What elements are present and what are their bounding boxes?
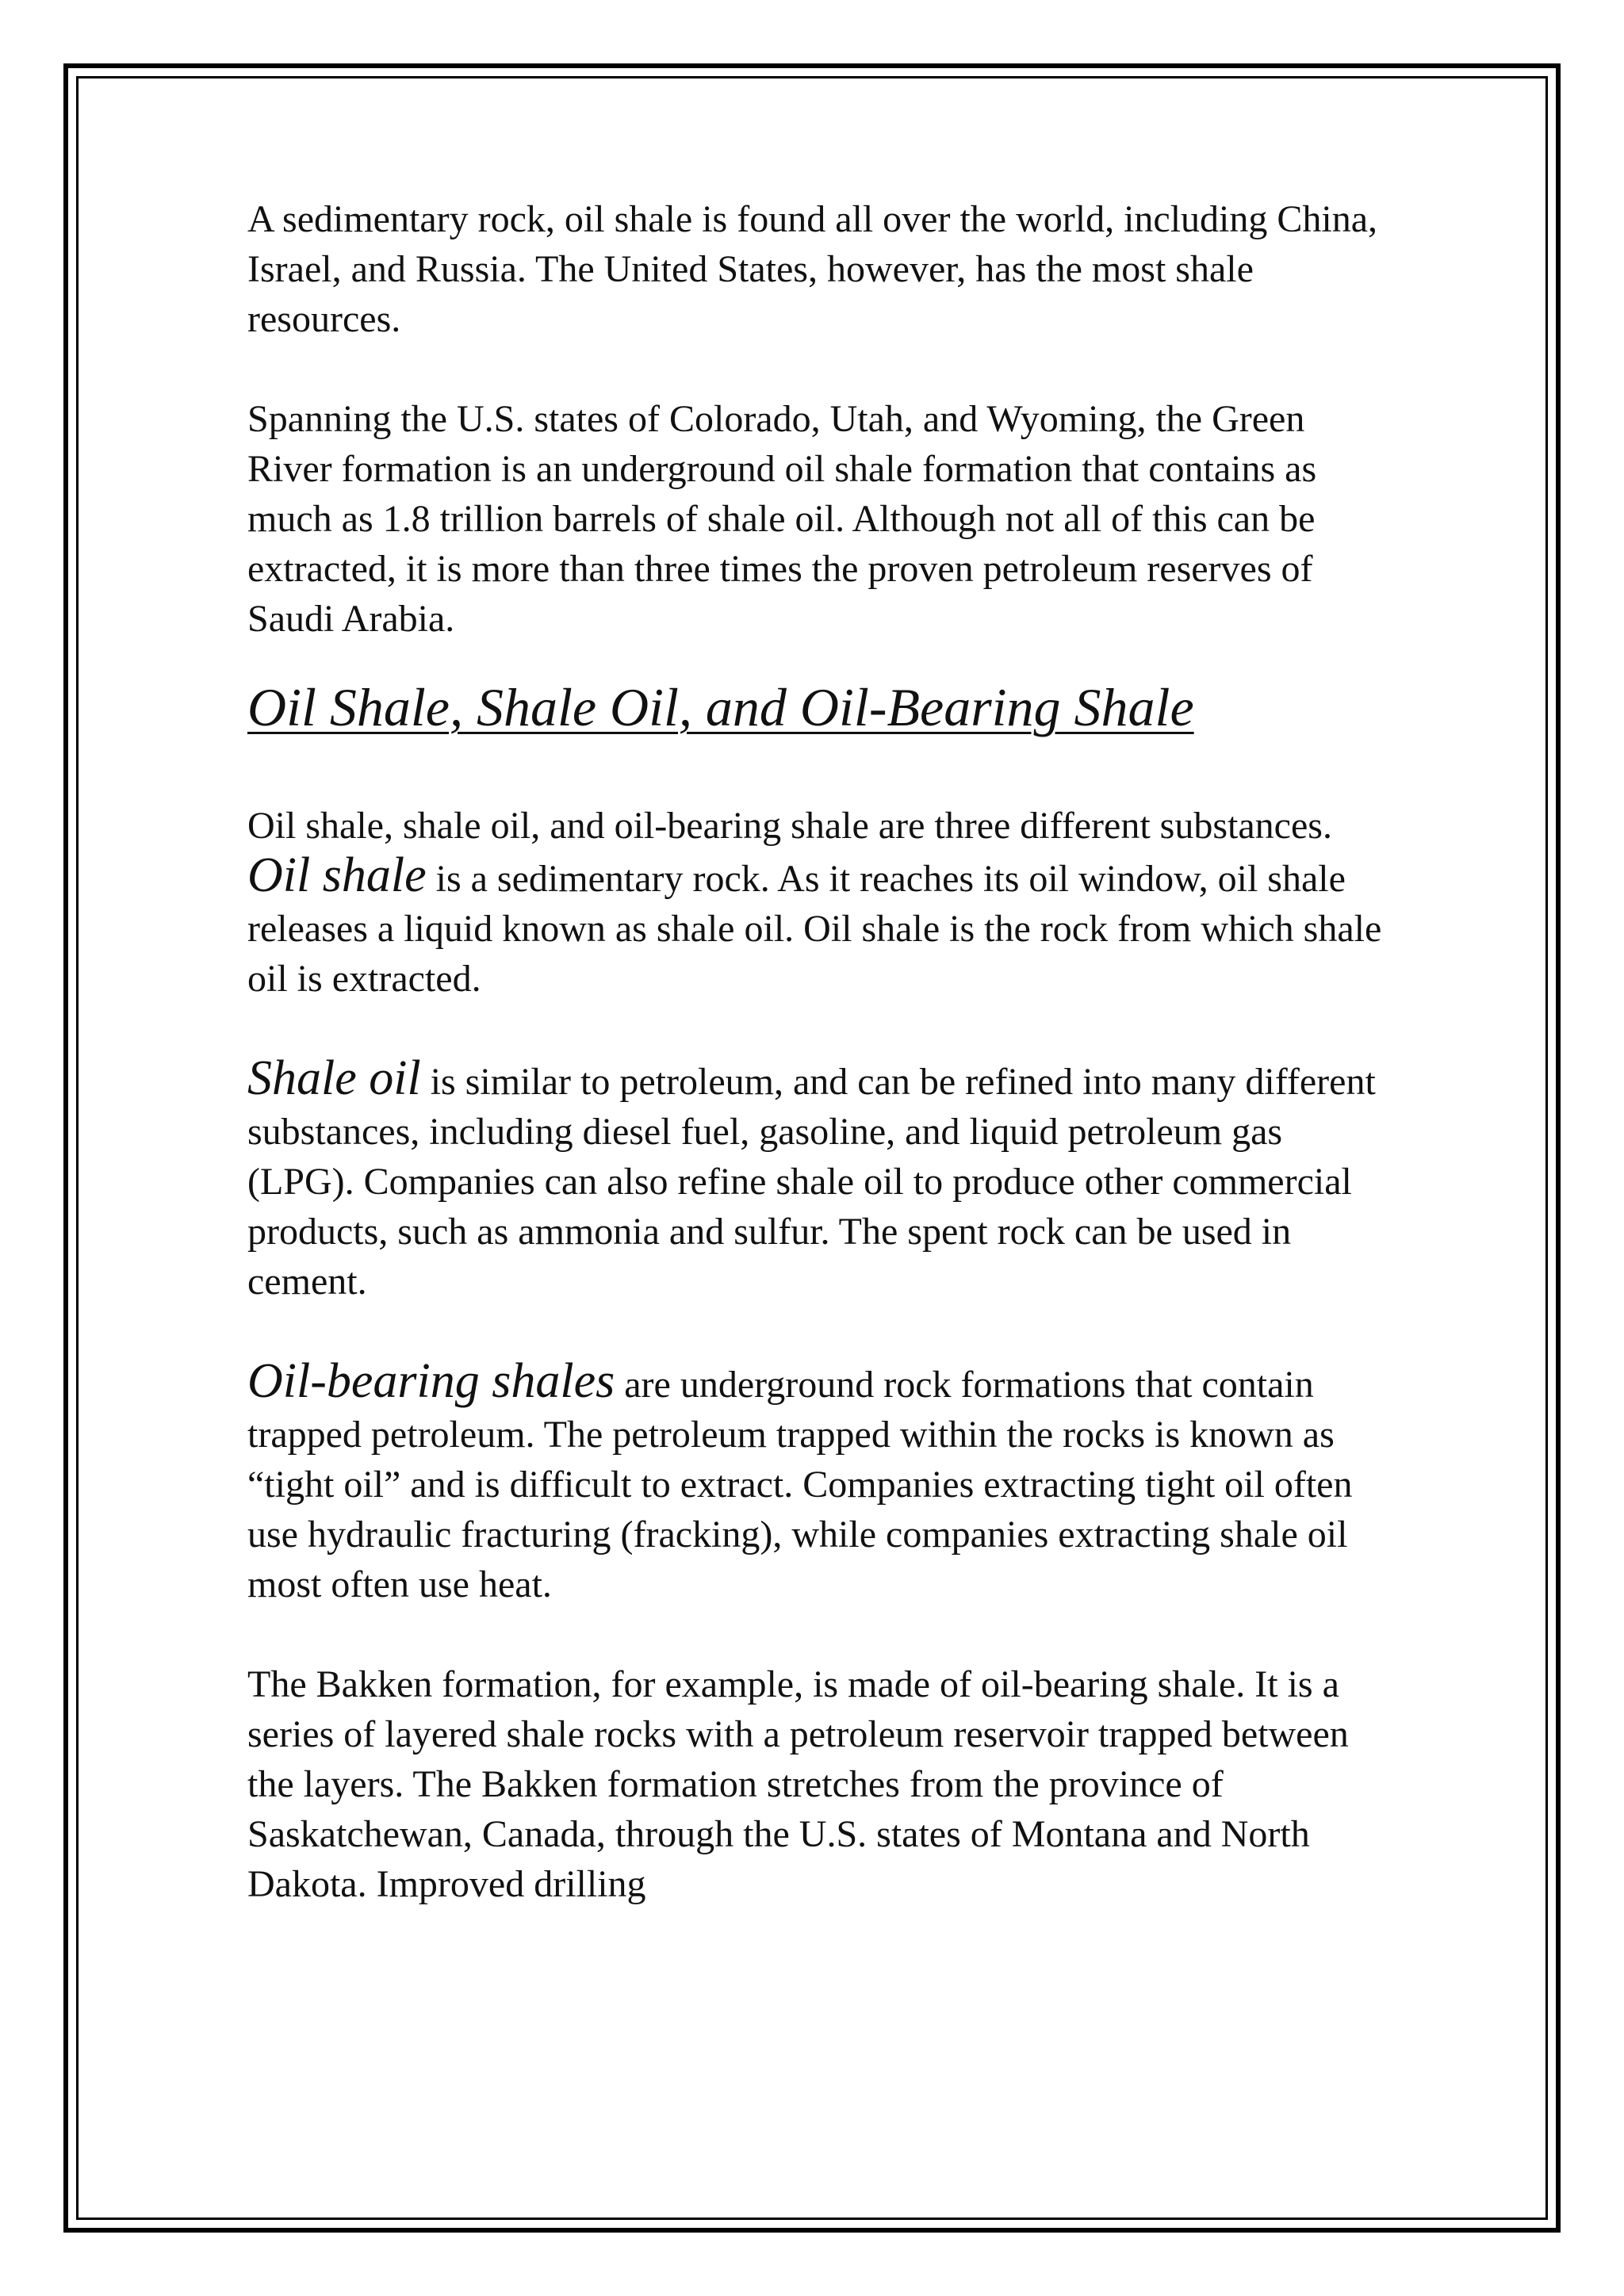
paragraph-text: are underground rock formations that contain trapped petroleum. The petroleum trapped within the rocks is known as “tight oil” and is difficult to extract. Companies extracting tight oil often use hydraulic fracturing (fracking), while companies extracting shale oil most often use heat.	[247, 1364, 1353, 1605]
paragraph-oil-shale-definition	[247, 801, 1389, 1004]
paragraph-shale-oil-definition	[247, 1051, 1389, 1307]
section-heading: Oil Shale, Shale Oil, and Oil-Bearing Shale	[247, 677, 1194, 737]
paragraph-oil-shale-intro: A sedimentary rock, oil shale is found all over the world, including China, Israel, and Russia. The United States, however, has the most shale resources.	[247, 198, 1378, 340]
paragraph-oil-bearing-shales-definition	[247, 1354, 1389, 1609]
paragraph-bakken-formation: The Bakken formation, for example, is made of oil-bearing shale. It is a series of layered shale rocks with a petroleum reservoir trapped between the layers. The Bakken formation stretches from the province of Saskatchewan, Canada, through the U.S. states of Montana and North Dakota. Improved drilling	[247, 1663, 1349, 1905]
document-body	[247, 194, 1389, 1959]
paragraph-text: Oil shale, shale oil, and oil-bearing shale are three different substances.	[247, 805, 1332, 847]
term-oil-shale: Oil shale	[247, 848, 427, 902]
term-shale-oil: Shale oil	[247, 1051, 421, 1105]
paragraph-text: is a sedimentary rock. As it reaches its oil window, oil shale releases a liquid known as shale oil. Oil shale is the rock from which shale oil is extracted.	[247, 858, 1382, 1000]
term-oil-bearing-shales: Oil-bearing shales	[247, 1354, 615, 1408]
paragraph-green-river: Spanning the U.S. states of Colorado, Utah, and Wyoming, the Green River formation is an underground oil shale formation that contains as much as 1.8 trillion barrels of shale oil. Although not all of this can be extracted, it is more than three times the proven petroleum reserves of Saudi Arabia.	[247, 398, 1317, 640]
paragraph-text: is similar to petroleum, and can be refined into many different substances, including diesel fuel, gasoline, and liquid petroleum gas (LPG). Companies can also refine shale oil to produce other commercial products, such as ammonia and sulfur. The spent rock can be used in cement.	[247, 1061, 1376, 1303]
